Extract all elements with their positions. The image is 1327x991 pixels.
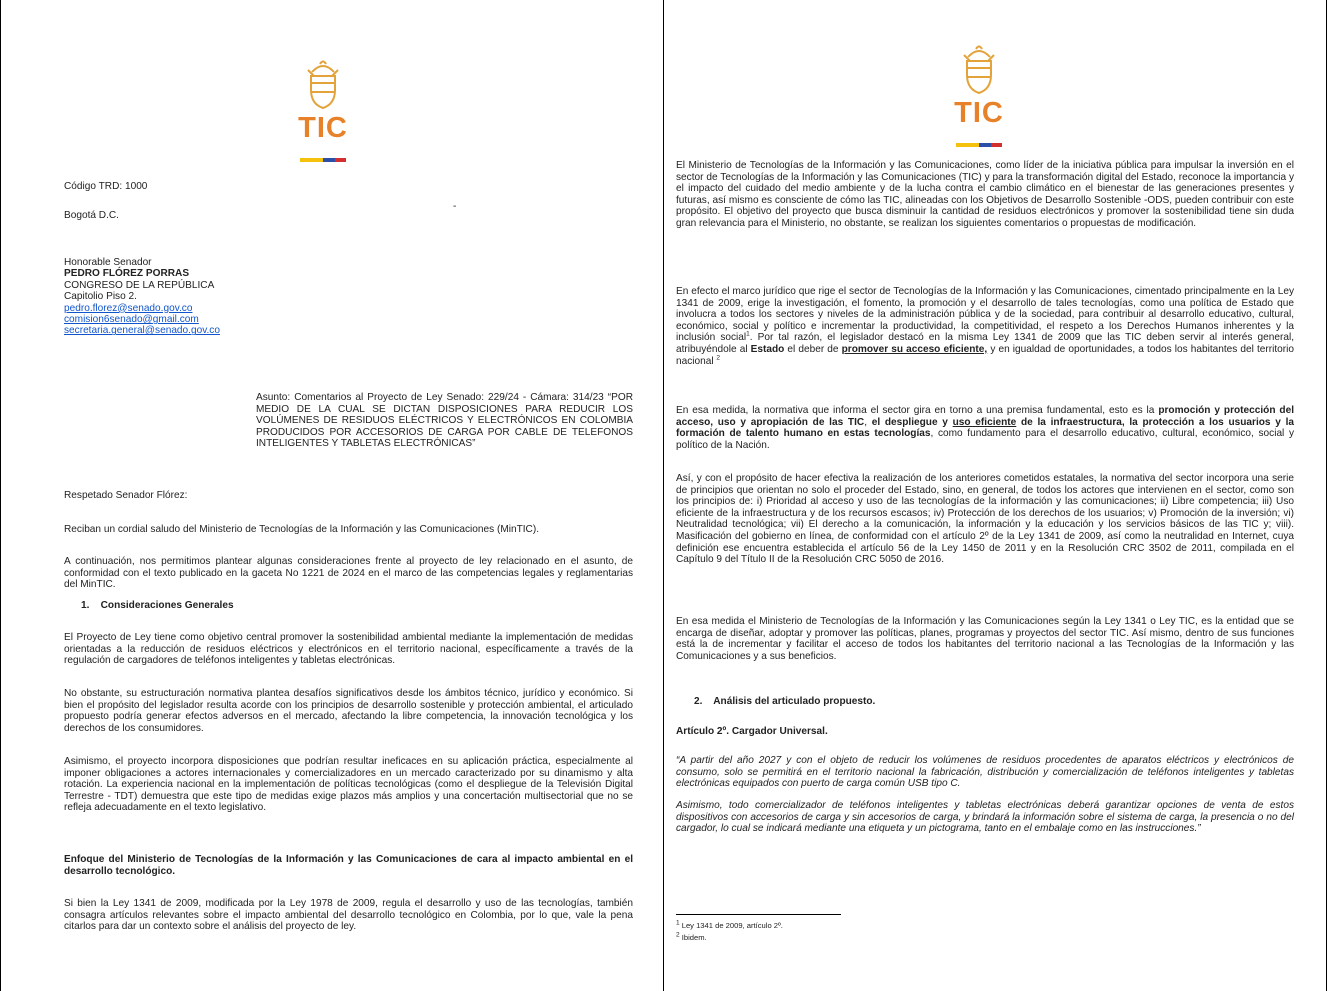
paragraph-ley-tic: En esa medida el Ministerio de Tecnologías de la Información y las Comunicaciones según la Ley 1341 o Ley TIC, es la entidad que se encarga de diseñar, adoptar y promover las políticas, planes, programas y proyectos del sector TIC. Así mismo, dentro de sus funciones está la de incrementar y facilitar el acceso de todos los habitantes del territorio nacional a las Tecnologías de la Información y las Comunicaciones y a sus beneficios. bbox=[676, 616, 1294, 662]
recipient-block bbox=[64, 257, 220, 337]
paragraph-si-bien: Si bien la Ley 1341 de 2009, modificada por la Ley 1978 de 2009, regula el desarrollo y uso de las tecnologías, también consagra artículos relevantes sobre el impacto ambiental del desarrollo tecnológico en Colombia, por lo que, vale la pena citarlos para dar un contexto sobre el análisis del proyecto de ley. bbox=[64, 898, 633, 933]
articulo-heading: Artículo 2º. Cargador Universal. bbox=[676, 726, 828, 737]
section-heading-2: 2. Análisis del articulado propuesto. bbox=[694, 696, 876, 707]
colombia-flag-stripe bbox=[956, 143, 1002, 147]
document-page-2 bbox=[664, 0, 1327, 991]
tic-logo-text: TIC bbox=[954, 97, 1004, 129]
colombia-crest-icon bbox=[302, 58, 344, 110]
city-line: Bogotá D.C. bbox=[64, 210, 119, 221]
recipient-salutation: Honorable Senador bbox=[64, 257, 152, 268]
greeting: Respetado Senador Flórez: bbox=[64, 490, 188, 501]
footnote-ref-2: 2 bbox=[716, 354, 721, 362]
mintic-logo bbox=[293, 58, 353, 168]
paragraph-marco-juridico: En efecto el marco jurídico que rige el sector de Tecnologías de la Información y las Comunicaciones, cimentado principalmente en la Ley 1341 de 2009, erige la investigación, el fomento, la promoción y el desarrollo de tales tecnologías, como una política de Estado que involucra a todos los sectores y niveles de la administración pública y de la sociedad, para contribuir al desarrollo educativo, cultural, económico, social y político e incrementar la productividad, la competitividad, el respeto a los Derechos Humanos inherentes y la inclusión social$^1$. Por tal razón, el legislador destacó en la misma Ley 1341 de 2009 que las TIC deben servir al interés general, atribuyéndole al Estado el deber de promover su acceso eficiente, y en igualdad de oportunidades, a todos los habitantes del territorio nacional $^2$ bbox=[676, 286, 1294, 367]
paragraph-premisa: En esa medida, la normativa que informa el sector gira en torno a una premisa fundamental, esto es la promoción y protección del acceso, uso y apropiación de las TIC, el despliegue y uso eficiente de la infraestructura, la protección a los usuarios y la formación de talento humano en estas tecnologías, como fundamento para el desarrollo educativo, cultural, económico, social y político de la Nación. bbox=[676, 405, 1295, 451]
colombia-crest-icon bbox=[958, 43, 1000, 95]
email-link-comision6[interactable]: comision6senado@gmail.com bbox=[64, 314, 199, 326]
enfoque-heading: Enfoque del Ministerio de Tecnologías de la Información y las Comunicaciones de cara al impacto ambiental en el desarrollo tecnológico. bbox=[64, 854, 633, 877]
quote-paragraph-1: “A partir del año 2027 y con el objeto de reducir los volúmenes de residuos procedentes de aparatos eléctricos y electrónicos de consumo, solo se permitirá en el territorio nacional la fabricación, distribución y comercialización de teléfonos inteligentes y tabletas electrónicas equipados con puerto de carga común USB tipo C. bbox=[676, 755, 1294, 790]
paragraph-asimismo: Asimismo, el proyecto incorpora disposiciones que podrían resultar ineficaces en su aplicación práctica, especialmente al imponer obligaciones a actores internacionales y comercializadores en un mercado caracterizado por su dinamismo y alta rotación. La experiencia nacional en la implementación de políticas tecnológicas (como el despliegue de la Televisión Digital Terrestre - TDT) demuestra que este tipo de medidas exige plazos más amplios y una concertación multisectorial que no se refleja adecuadamente en el texto legislativo. bbox=[64, 756, 633, 814]
colombia-flag-stripe bbox=[300, 158, 346, 162]
dash-mark: - bbox=[453, 201, 457, 212]
quote-paragraph-2: Asimismo, todo comercializador de teléfonos inteligentes y tabletas electrónicas deberá garantizar opciones de venta de estos dispositivos con accesorios de carga y sin accesorios de carga, y brindará la información sobre el sistema de carga, la presencia o no del cargador, lo cual se indicará mediante una etiqueta y un pictograma, tanto en el embalaje como en las instrucciones.” bbox=[676, 800, 1294, 835]
recipient-org: CONGRESO DE LA REPÚBLICA bbox=[64, 279, 215, 291]
mintic-logo-page2 bbox=[949, 43, 1009, 153]
footnote-1: $^1$ Ley 1341 de 2009, artículo 2º. bbox=[676, 919, 783, 930]
email-link-secretaria[interactable]: secretaria.general@senado.gov.co bbox=[64, 325, 220, 337]
paragraph-objetivo: El Proyecto de Ley tiene como objetivo central promover la sostenibilidad ambiental mediante la implementación de medidas orientadas a la reducción de residuos eléctricos y electrónicos en el territorio nacional, específicamente a través de la regulación de cargadores de teléfonos inteligentes y tabletas electrónicas. bbox=[64, 632, 633, 667]
asunto: Asunto: Comentarios al Proyecto de Ley Senado: 229/24 - Cámara: 314/23 “POR MEDIO DE LA CUAL SE DICTAN DISPOSICIONES PARA REDUCIR LOS VOLÚMENES DE RESIDUOS ELÉCTRICOS Y ELECTRÓNICOS EN COLOMBIA PRODUCIDOS POR ACCESORIOS DE CARGA POR CABLE DE TELEFONOS INTELIGENTES Y TABLETAS ELECTRÓNICAS” bbox=[256, 392, 633, 450]
tic-logo-text: TIC bbox=[298, 112, 348, 144]
recipient-address: Capitolio Piso 2. bbox=[64, 291, 137, 303]
codigo-trd: Código TRD: 1000 bbox=[64, 181, 148, 192]
paragraph-no-obstante: No obstante, su estructuración normativa plantea desafíos significativos desde los ámbitos técnico, jurídico y económico. Si bien el propósito del legislador resulta acorde con los principios de desarrollo sostenible y protección ambiental, el articulado propuesto podría generar efectos adversos en el mercado, afectando la libre competencia, la innovación tecnológica y los derechos de los consumidores. bbox=[64, 688, 633, 734]
paragraph-saludo: Reciban un cordial saludo del Ministerio de Tecnologías de la Información y las Comunicaciones (MinTIC). bbox=[64, 524, 540, 535]
recipient-name: PEDRO FLÓREZ PORRAS bbox=[64, 268, 190, 280]
footnote-ref-1: 1 bbox=[746, 331, 750, 339]
email-link-pedro[interactable]: pedro.florez@senado.gov.co bbox=[64, 302, 193, 314]
footnote-2: $^2$ Ibidem. bbox=[676, 931, 707, 942]
paragraph-principios: Así, y con el propósito de hacer efectiva la realización de los anteriores cometidos estatales, la normativa del sector incorpora una serie de principios que orientan no solo el proceder del Estado, sino, en general, de todos los actores que intervienen en el sector, como son los principios de: i) Prioridad al acceso y uso de las tecnologías de la información y las comunicaciones; ii) Libre competencia; iii) Uso eficiente de la infraestructura y de los recursos escasos; iv) Protección de los derechos de los usuarios; v) Promoción de la inversión; vi) Neutralidad tecnológica; vii) El derecho a la comunicación, la información y la educación y los servicios básicos de las TIC y; viii). Masificación del gobierno en línea, de conformidad con el artículo 2º de la Ley 1341 de 2009, así como la neutralidad en Internet, cuya definición ese encuentra establecida el artículo 56 de la Ley 1450 de 2011 y en la Resolución CRC 3502 de 2011, compilada en el Capítulo 9 del Título II de la Resolución CRC 5050 de 2016. bbox=[676, 473, 1294, 566]
footnote-rule bbox=[676, 914, 841, 915]
paragraph-ministerio: El Ministerio de Tecnologías de la Información y las Comunicaciones, como líder de la iniciativa pública para impulsar la inversión en el sector de Tecnologías de la Información y las Comunicaciones (TIC) y para la transformación digital del Estado, reconoce la importancia y el impacto del cuidado del medio ambiente y de la lucha contra el cambio climático en el bienestar de las generaciones presentes y futuras, así mismo es consciente de cómo las TIC, alineadas con los Objetivos de Desarrollo Sostenible -ODS, pueden contribuir con este propósito. El objetivo del proyecto que busca disminuir la cantidad de residuos electrónicos y promover la sostenibilidad tiene sin duda gran relevancia para el Ministerio, no obstante, se realizan los siguientes comentarios o propuestas de modificación. bbox=[676, 160, 1294, 229]
paragraph-continuacion: A continuación, nos permitimos plantear algunas consideraciones frente al proyecto de ley relacionado en el asunto, de conformidad con el texto publicado en la gaceta No 1221 de 2024 en el marco de las competencias legales y reglamentarias del MinTIC. bbox=[64, 556, 633, 591]
section-heading-1: 1. Consideraciones Generales bbox=[81, 600, 234, 611]
